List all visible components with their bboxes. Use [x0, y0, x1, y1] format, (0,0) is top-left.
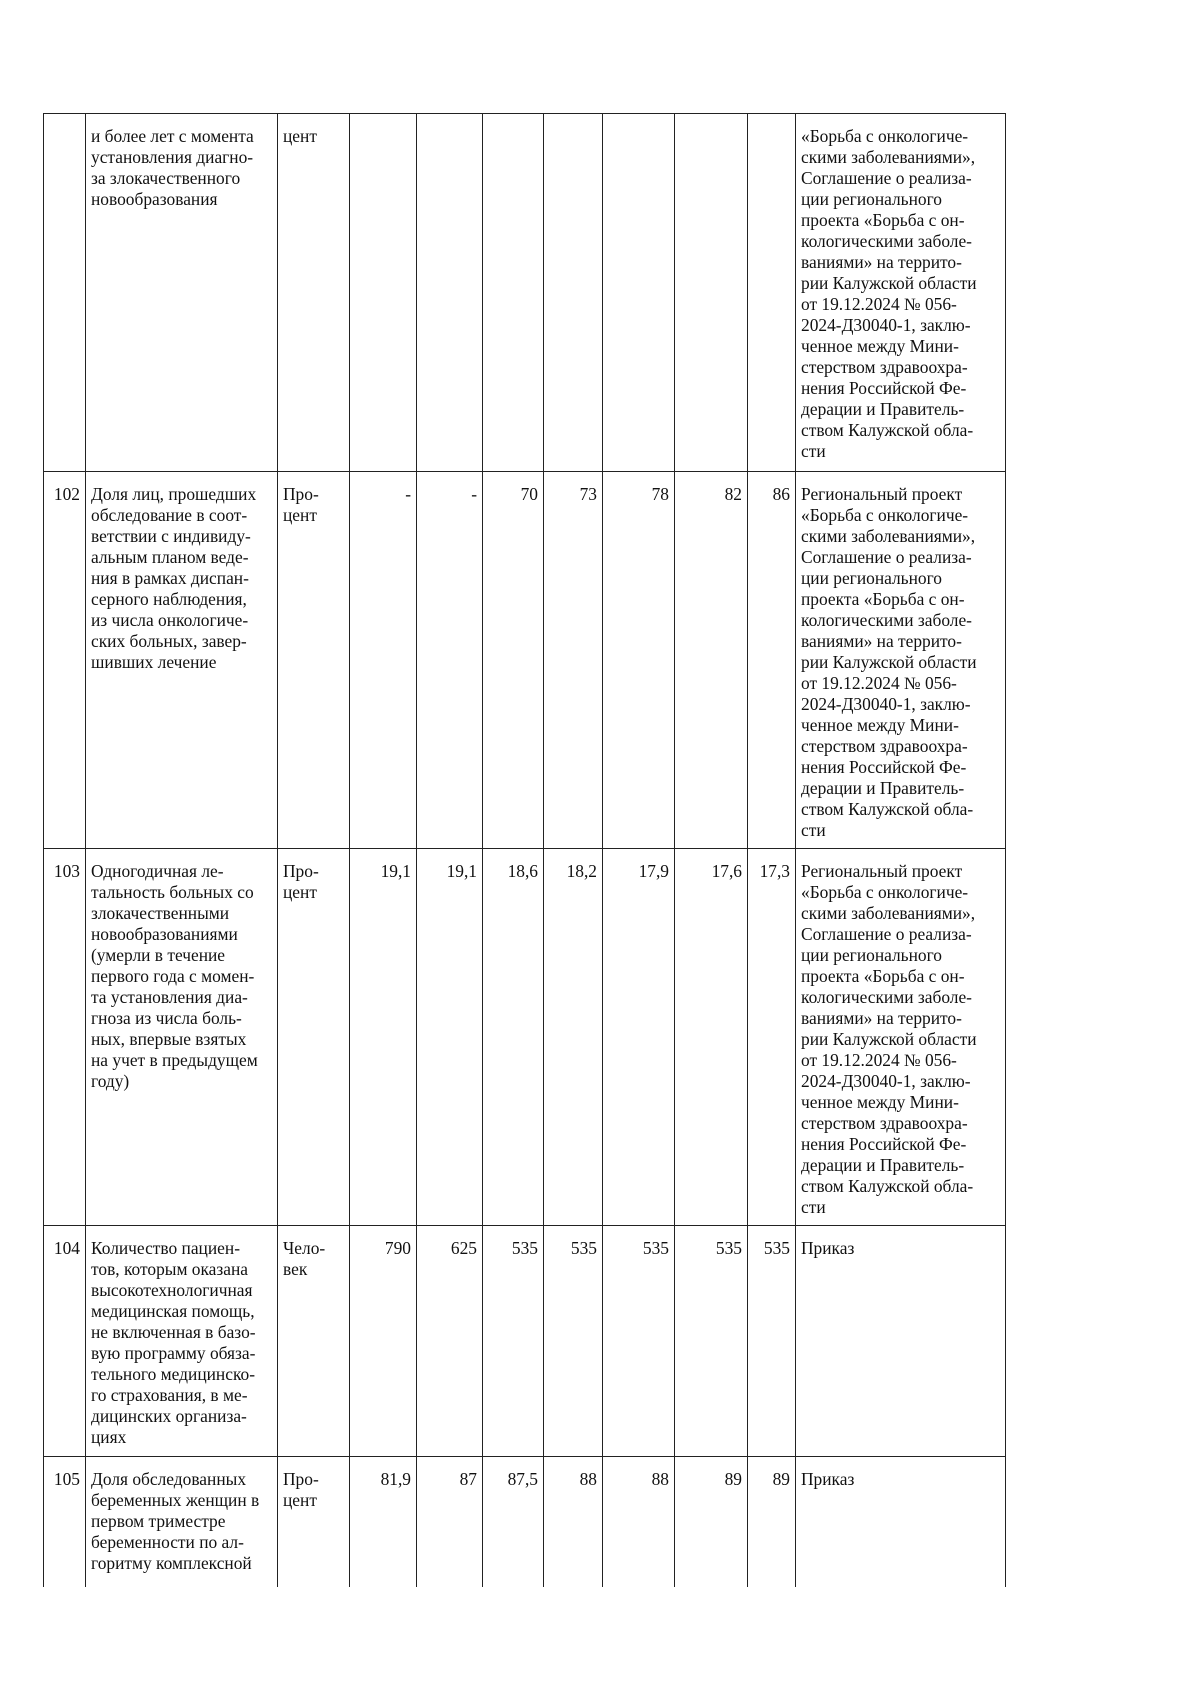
source-cell-text: Региональный проект «Борьба с онкологиче- скими заболеваниями», Соглашение о реализа- ции регионального проекта «Борьба с он- кологическими заболе- ваниями» на террито- рии Калужской области от 19.12.2024 № 056- 2024-Д30040-1, заклю- ченное между Мини- стерством здравоохра- нения Российской Фе- дерации и Правитель- ством Калужской обла- сти [801, 861, 977, 1217]
table-body [44, 114, 1006, 1587]
value-cell [748, 114, 796, 472]
value-cell-text: 70 [520, 484, 538, 504]
value-cell [603, 849, 675, 1226]
source-cell [796, 1457, 1006, 1587]
source-cell-text: Региональный проект «Борьба с онкологиче- скими заболеваниями», Соглашение о реализа- ции регионального проекта «Борьба с он- кологическими заболе- ваниями» на террито- рии Калужской области от 19.12.2024 № 056- 2024-Д30040-1, заклю- ченное между Мини- стерством здравоохра- нения Российской Фе- дерации и Правитель- ством Калужской обла- сти [801, 484, 977, 840]
row-number-cell [44, 472, 86, 849]
value-cell [350, 1457, 417, 1587]
value-cell [417, 472, 483, 849]
value-cell-text: 73 [579, 484, 597, 504]
value-cell-text: 18,6 [507, 861, 538, 881]
value-cell-text: 535 [570, 1238, 597, 1258]
value-cell [675, 1457, 748, 1587]
indicator-name-cell-text: Одногодичная ле- тальность больных со злокачественными новообразованиями (умерли в течение первого года с момен- та установления диа- гноза из числа боль- ных, впервые взятых на учет в предыдущем году) [91, 861, 258, 1091]
value-cell [675, 1226, 748, 1457]
value-cell [483, 849, 544, 1226]
indicator-name-cell-text: Доля лиц, прошедших обследование в соот- ветствии с индивиду- альным планом веде- ния в рамках диспан- серного наблюдения, из числа онкологиче- ских больных, завер- шивших лечение [91, 484, 257, 672]
row-number-cell [44, 1457, 86, 1587]
value-cell [603, 1457, 675, 1587]
value-cell-text: 625 [450, 1238, 477, 1258]
indicator-name-cell [86, 1457, 278, 1587]
value-cell-text: 17,3 [759, 861, 790, 881]
value-cell [350, 114, 417, 472]
value-cell-text: 86 [772, 484, 790, 504]
table-row [44, 472, 1006, 849]
value-cell-text: - [405, 484, 411, 504]
value-cell-text: 89 [724, 1469, 742, 1489]
row-number-cell-text: 102 [53, 484, 80, 504]
value-cell [748, 1457, 796, 1587]
value-cell-text: - [471, 484, 477, 504]
value-cell [748, 849, 796, 1226]
table-row [44, 1226, 1006, 1457]
value-cell-text: 18,2 [566, 861, 597, 881]
value-cell [675, 472, 748, 849]
source-cell-text: Приказ [801, 1238, 855, 1258]
unit-cell-text: цент [283, 126, 317, 146]
value-cell [544, 1457, 603, 1587]
value-cell-text: 19,1 [446, 861, 477, 881]
unit-cell-text: Про- цент [283, 484, 319, 525]
value-cell [417, 1457, 483, 1587]
value-cell [350, 849, 417, 1226]
value-cell [603, 1226, 675, 1457]
value-cell [350, 472, 417, 849]
source-cell-text: «Борьба с онкологиче- скими заболеваниями», Соглашение о реализа- ции регионального проекта «Борьба с он- кологическими заболе- ваниями» на террито- рии Калужской области от 19.12.2024 № 056- 2024-Д30040-1, заклю- ченное между Мини- стерством здравоохра- нения Российской Фе- дерации и Правитель- ством Калужской обла- сти [801, 126, 977, 461]
row-number-cell-text: 104 [53, 1238, 80, 1258]
unit-cell [278, 1457, 350, 1587]
indicator-name-cell-text: Доля обследованных беременных женщин в первом триместре беременности по ал- горитму комплексной [91, 1469, 260, 1573]
value-cell [417, 114, 483, 472]
value-cell-text: 87,5 [507, 1469, 538, 1489]
value-cell-text: 88 [579, 1469, 597, 1489]
value-cell-text: 87 [459, 1469, 477, 1489]
unit-cell-text: Про- цент [283, 1469, 319, 1510]
value-cell [483, 472, 544, 849]
indicator-name-cell [86, 849, 278, 1226]
row-number-cell-text: 103 [53, 861, 80, 881]
source-cell [796, 472, 1006, 849]
value-cell [483, 1226, 544, 1457]
value-cell-text: 17,9 [638, 861, 669, 881]
unit-cell [278, 472, 350, 849]
unit-cell [278, 1226, 350, 1457]
source-cell-text: Приказ [801, 1469, 855, 1489]
value-cell [544, 472, 603, 849]
value-cell-text: 535 [763, 1238, 790, 1258]
value-cell [748, 472, 796, 849]
table-row [44, 849, 1006, 1226]
value-cell-text: 535 [715, 1238, 742, 1258]
source-cell [796, 1226, 1006, 1457]
value-cell-text: 78 [651, 484, 669, 504]
value-cell-text: 17,6 [711, 861, 742, 881]
indicator-name-cell-text: Количество пациен- тов, которым оказана высокотехнологичная медицинская помощь, не включенная в базо- вую программу обяза- тельного медицинско- го страхования, в ме- дицинских организа- циях [91, 1238, 256, 1447]
value-cell [544, 114, 603, 472]
unit-cell [278, 114, 350, 472]
indicators-table [43, 113, 1006, 1587]
value-cell [544, 849, 603, 1226]
indicator-name-cell-text: и более лет с момента установления диагно- за злокачественного новообразования [91, 126, 254, 209]
value-cell [417, 1226, 483, 1457]
value-cell-text: 88 [651, 1469, 669, 1489]
row-number-cell [44, 114, 86, 472]
unit-cell-text: Про- цент [283, 861, 319, 902]
source-cell [796, 114, 1006, 472]
value-cell [603, 114, 675, 472]
indicator-name-cell [86, 114, 278, 472]
value-cell-text: 81,9 [380, 1469, 411, 1489]
value-cell-text: 535 [642, 1238, 669, 1258]
value-cell [417, 849, 483, 1226]
value-cell-text: 535 [511, 1238, 538, 1258]
unit-cell [278, 849, 350, 1226]
value-cell-text: 89 [772, 1469, 790, 1489]
value-cell [483, 114, 544, 472]
value-cell [675, 849, 748, 1226]
unit-cell-text: Чело- век [283, 1238, 326, 1279]
table-row [44, 1457, 1006, 1587]
table-row [44, 114, 1006, 472]
value-cell [748, 1226, 796, 1457]
indicator-name-cell [86, 1226, 278, 1457]
value-cell-text: 790 [384, 1238, 411, 1258]
value-cell-text: 82 [724, 484, 742, 504]
value-cell [483, 1457, 544, 1587]
source-cell [796, 849, 1006, 1226]
row-number-cell [44, 849, 86, 1226]
value-cell-text: 19,1 [380, 861, 411, 881]
row-number-cell [44, 1226, 86, 1457]
row-number-cell-text: 105 [53, 1469, 80, 1489]
value-cell [603, 472, 675, 849]
indicator-name-cell [86, 472, 278, 849]
value-cell [675, 114, 748, 472]
value-cell [350, 1226, 417, 1457]
value-cell [544, 1226, 603, 1457]
